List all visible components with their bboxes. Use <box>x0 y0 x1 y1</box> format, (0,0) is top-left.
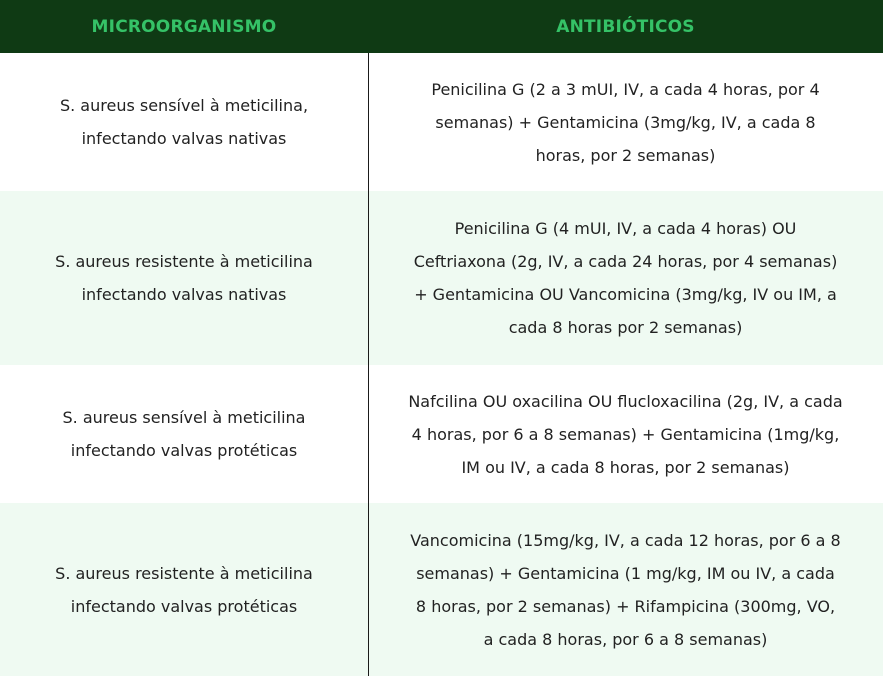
antibiotic-line: Penicilina G (2 a 3 mUI, IV, a cada 4 horas, por 4 <box>431 79 820 99</box>
antibiotic-line: horas, por 2 semanas) <box>535 145 716 165</box>
antibiotic-line: Ceftriaxona (2g, IV, a cada 24 horas, por 4 semanas) <box>413 252 838 271</box>
antibiotic-cell <box>368 191 883 365</box>
table-row <box>0 503 883 676</box>
antibiotic-line: IM ou IV, a cada 8 horas, por 2 semanas) <box>461 457 790 477</box>
organism-cell <box>0 503 368 676</box>
table-header <box>0 0 883 53</box>
organism-cell <box>0 365 368 503</box>
antibiotic-line: Nafcilina OU oxacilina OU flucloxacilina (2g, IV, a cada <box>408 391 843 411</box>
organism-cell <box>0 53 368 191</box>
antibiotic-line: cada 8 horas por 2 semanas) <box>508 318 743 337</box>
column-divider <box>368 53 369 676</box>
antibiotic-cell <box>368 53 883 191</box>
table-row <box>0 365 883 503</box>
table-row <box>0 53 883 191</box>
antibiotic-line: semanas) + Gentamicina (3mg/kg, IV, a cada 8 <box>435 112 816 132</box>
antibiotic-line: Penicilina G (4 mUI, IV, a cada 4 horas) OU <box>454 219 797 238</box>
organism-line: infectando valvas protéticas <box>70 441 298 460</box>
organism-cell <box>0 191 368 365</box>
antibiotic-line: semanas) + Gentamicina (1 mg/kg, IM ou IV, a cada <box>416 563 835 583</box>
organism-line: infectando valvas protéticas <box>70 596 298 616</box>
antibiotic-line: 4 horas, por 6 a 8 semanas) + Gentamicina (1mg/kg, <box>411 424 840 444</box>
header-microorganism: MICROORGANISMO <box>91 16 277 37</box>
antibiotic-line: a cada 8 horas, por 6 a 8 semanas) <box>483 629 768 649</box>
table-row <box>0 191 883 365</box>
organism-line: S. aureus sensível à meticilina <box>62 408 306 427</box>
antibiotic-line: 8 horas, por 2 semanas) + Rifampicina (300mg, VO, <box>415 596 836 616</box>
header-antibiotics: ANTIBIÓTICOS <box>556 16 695 37</box>
antibiotic-line: + Gentamicina OU Vancomicina (3mg/kg, IV ou IM, a <box>414 285 837 304</box>
organism-line: S. aureus sensível à meticilina, <box>59 96 309 115</box>
organism-line: infectando valvas nativas <box>81 285 287 304</box>
organism-line: infectando valvas nativas <box>81 129 287 148</box>
antibiotic-line: Vancomicina (15mg/kg, IV, a cada 12 horas, por 6 a 8 <box>410 530 841 550</box>
antibiotic-cell <box>368 503 883 676</box>
antibiotic-cell <box>368 365 883 503</box>
organism-line: S. aureus resistente à meticilina <box>55 252 313 271</box>
organism-line: S. aureus resistente à meticilina <box>55 563 313 583</box>
